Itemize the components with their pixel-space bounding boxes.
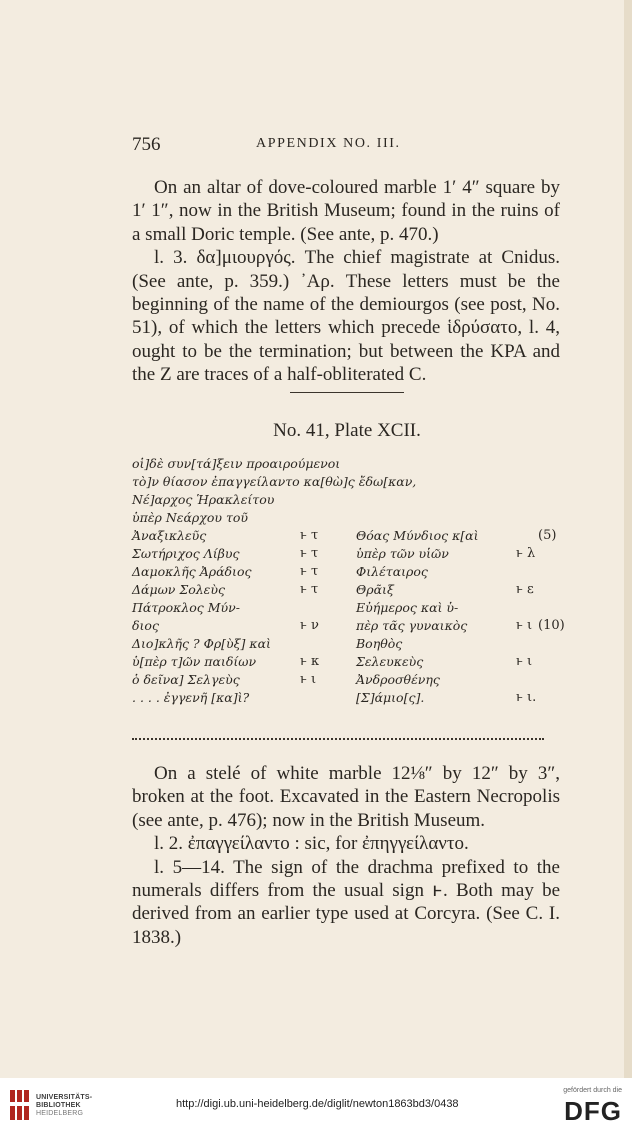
line-number: (10)	[538, 618, 565, 633]
intro-paragraph: On an altar of dove-coloured marble 1′ 4″ square by 1′ 1″, now in the British Museum; found in the ruins of a small Doric temple. (See ante, p. 470.)	[132, 177, 560, 245]
inscription-name-left: Δάμων Σολεὺς	[132, 582, 225, 597]
commentary-paragraph: On a stelé of white marble 12⅛″ by 12″ by 3″, broken at the foot. Excavated in the Eastern Necropolis (see ante, p. 476); now in the British Museum.	[132, 763, 560, 831]
inscription-name-right: πὲρ τᾶς γυναικὸς	[356, 618, 468, 633]
inscription-name-left: Δαμοκλῆς Ἀράδιος	[132, 564, 252, 579]
inscription-name-right: Εὐήμερος καὶ ὑ-	[356, 600, 459, 615]
page-header	[132, 134, 562, 158]
drachma-amount-left: ͱ τ	[300, 528, 319, 543]
page-number: 756	[132, 134, 161, 155]
permalink[interactable]: http://digi.ub.uni-heidelberg.de/diglit/newton1863bd3/0438	[176, 1098, 459, 1110]
university-library-logo-icon	[8, 1088, 32, 1122]
inscription-name-right: Ἀνδροσθένης	[356, 672, 440, 687]
intro-paragraph: l. 3. δα]μιουργός. The chief magistrate at Cnidus. (See ante, p. 359.) ᾽Αρ. These letters must be the beginning of the name of the demiourgos (see post, No. 51), of which the letters which precede ἱδρύσατο, l. 4, ought to be the termination; but between the ΚΡΑ and the Ζ are traces of a half-obliterated C.	[132, 247, 560, 386]
inscription-name-left: ὑ[πὲρ τ]ῶν παιδίων	[132, 654, 257, 669]
lacuna-dots	[132, 738, 544, 742]
inscription-line: οἱ]δὲ συν[τά]ξειν προαιρούμενοι	[132, 456, 341, 471]
drachma-amount-left: ͱ τ	[300, 564, 319, 579]
inscription-name-right: Βοηθὸς	[356, 636, 403, 651]
inscription-name-left: Διο]κλῆς ? Φρ[ὺξ] καὶ	[132, 636, 271, 651]
inscription-name-right: ὑπὲρ τῶν υἱῶν	[356, 546, 449, 561]
drachma-amount-left: ͱ κ	[300, 654, 320, 669]
inscription-name-right: [Σ]άμιο[ς].	[356, 690, 425, 705]
inscription-name-left: Πάτροκλος Μύν-	[132, 600, 240, 615]
commentary-paragraph: l. 2. ἐπαγγείλαντο : sic, for ἐπηγγείλαντο.	[154, 833, 469, 855]
drachma-amount-right: ͱ λ	[516, 546, 536, 561]
drachma-amount-left: ͱ ν	[300, 618, 319, 633]
intro-text	[132, 176, 560, 387]
inscription-line: ὑπὲρ Νεάρχου τοῦ	[132, 510, 248, 525]
inscription-name-left: Ἀναξικλεῦς	[132, 528, 207, 543]
drachma-amount-left: ͱ τ	[300, 582, 319, 597]
inscription-line: τὸ]ν θίασον ἐπαγγείλαντο κα[θὼ]ς ἔδω[καν,	[132, 474, 417, 489]
inscription-name-left: . . . . ἐγγενῆ [κα]ὶ?	[132, 690, 250, 705]
section-divider	[290, 392, 404, 393]
page-edge	[624, 0, 632, 1078]
inscription-name-right: Θόας Μύνδιος κ[αὶ	[356, 528, 479, 543]
dfg-logo: DFG	[564, 1096, 622, 1126]
line-number: (5)	[538, 528, 557, 543]
inscription-name-left: διος	[132, 618, 159, 633]
drachma-amount-right: ͱ ε	[516, 582, 534, 597]
sponsor-caption: gefördert durch die	[563, 1087, 622, 1094]
running-head: APPENDIX NO. III.	[256, 136, 401, 151]
drachma-amount-right: ͱ ι	[516, 618, 533, 633]
commentary-text	[132, 762, 560, 949]
drachma-amount-right: ͱ ι	[516, 654, 533, 669]
inscription-line: Νέ]αρχος Ἡρακλείτου	[132, 492, 275, 507]
inscription-name-right: Θρᾶιξ	[356, 582, 394, 597]
drachma-amount-right: ͱ ι.	[516, 690, 537, 705]
drachma-amount-left: ͱ ι	[300, 672, 317, 687]
commentary-paragraph: l. 5—14. The sign of the drachma prefixed to the numerals differs from the usual sign ͱ. Both may be derived from an earlier type used at Corcyra. (See C. I. 1838.)	[132, 856, 560, 948]
drachma-amount-left: ͱ τ	[300, 546, 319, 561]
inscription-name-left: ὁ δεῖνα] Σελγεὺς	[132, 672, 240, 687]
library-name: UNIVERSITÄTS- BIBLIOTHEK HEIDELBERG	[36, 1094, 93, 1117]
inscription-name-right: Σελευκεὺς	[356, 654, 424, 669]
inscription-name-right: Φιλέταιρος	[356, 564, 428, 579]
inscription-name-left: Σωτήριχος Λίβυς	[132, 546, 240, 561]
section-title: No. 41, Plate XCII.	[273, 420, 421, 441]
